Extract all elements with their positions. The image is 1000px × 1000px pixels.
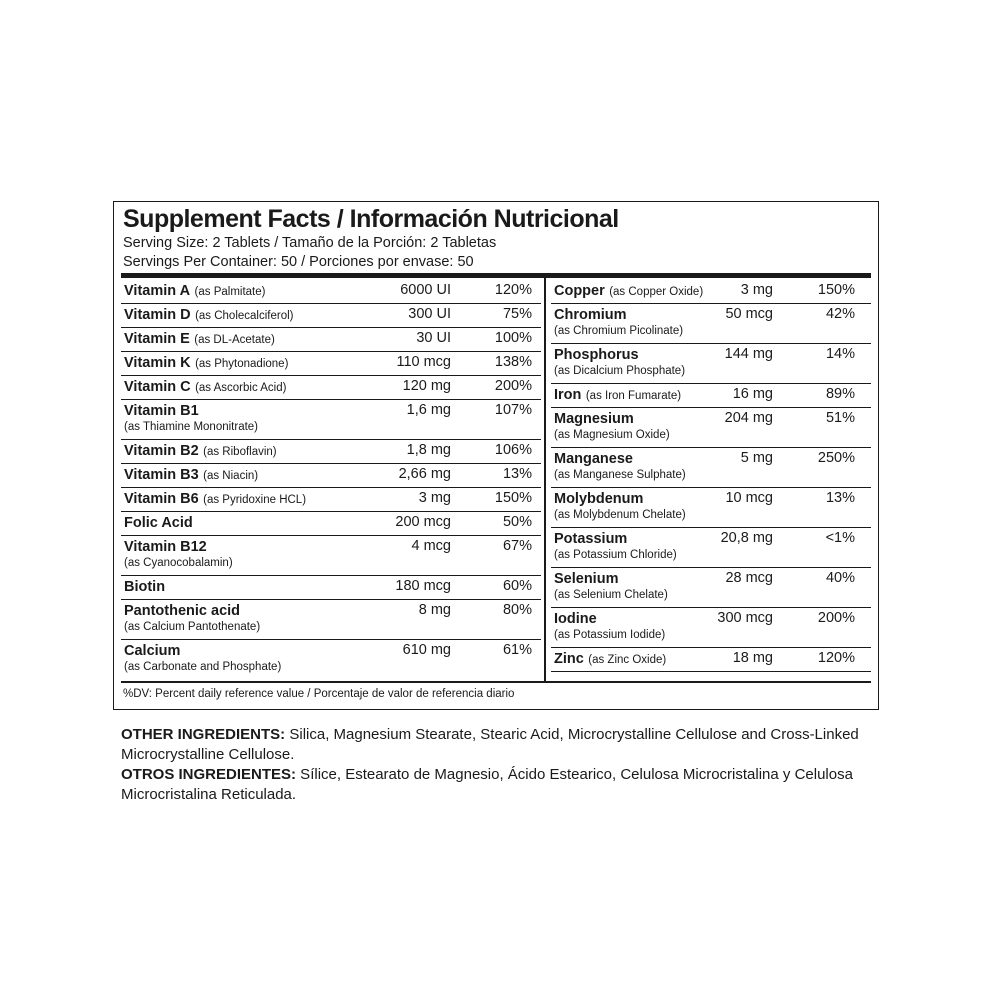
panel-title: Supplement Facts / Información Nutricional (123, 205, 619, 233)
nutrient-source: (as Copper Oxide) (609, 286, 704, 298)
nutrient-dv-percent: 40% (825, 570, 855, 586)
nutrient-label: Molybdenum (554, 491, 644, 507)
nutrient-label: Vitamin B2 (124, 443, 199, 459)
nutrient-name (554, 386, 681, 404)
nutrient-label: Vitamin B3 (124, 467, 199, 483)
nutrient-name (554, 346, 639, 364)
nutrient-label: Vitamin B1 (124, 403, 199, 419)
nutrient-label: Vitamin E (124, 331, 190, 347)
nutrient-amount: 50 mcg (725, 306, 773, 322)
mineral-row (551, 608, 871, 648)
nutrient-name (124, 602, 240, 620)
nutrient-source: (as Magnesium Oxide) (554, 429, 670, 441)
column-divider (544, 278, 546, 681)
nutrient-name (554, 650, 666, 668)
nutrient-label: Phosphorus (554, 347, 639, 363)
other-ingredients-es (121, 765, 881, 805)
nutrient-dv-percent: 107% (494, 402, 532, 418)
nutrient-source: (as Carbonate and Phosphate) (124, 661, 282, 673)
other-ingredients-en (121, 725, 881, 765)
nutrient-amount: 300 mcg (717, 610, 773, 626)
nutrient-dv-percent: 138% (494, 354, 532, 370)
nutrient-dv-percent: 150% (494, 490, 532, 506)
nutrient-amount: 18 mg (732, 650, 773, 666)
nutrient-label: Folic Acid (124, 515, 193, 531)
nutrient-name (124, 538, 207, 556)
mineral-row (551, 344, 871, 384)
nutrient-dv-percent: 100% (494, 330, 532, 346)
nutrient-label: Vitamin B6 (124, 491, 199, 507)
supplement-facts-panel (113, 201, 879, 710)
nutrient-dv-percent: 200% (817, 610, 855, 626)
nutrient-name (554, 490, 643, 508)
nutrient-dv-percent: 80% (502, 602, 532, 618)
nutrient-label: Potassium (554, 531, 628, 547)
nutrient-row (121, 512, 541, 536)
nutrient-source: (as Iron Fumarate) (585, 390, 682, 402)
nutrient-name (124, 642, 180, 660)
nutrient-amount: 3 mg (740, 282, 773, 298)
nutrient-name (554, 610, 597, 628)
mineral-row (551, 448, 871, 488)
nutrient-amount: 28 mcg (725, 570, 773, 586)
nutrient-source: (as Selenium Chelate) (554, 589, 668, 601)
nutrient-amount: 1,8 mg (406, 442, 451, 458)
nutrient-label: Calcium (124, 643, 181, 659)
nutrient-source: (as Calcium Pantothenate) (124, 621, 261, 633)
nutrient-label: Iron (554, 387, 582, 403)
other-ingredients-text-en: Silica, Magnesium Stearate, Stearic Acid, Microcrystalline Cellulose and Cross-Linked Microcrystalline Cellulose. (121, 726, 859, 763)
nutrient-label: Vitamin A (124, 283, 191, 299)
nutrient-dv-percent: 67% (502, 538, 532, 554)
nutrient-label: Manganese (554, 451, 633, 467)
nutrient-name (554, 570, 618, 588)
nutrient-source: (as Thiamine Mononitrate) (124, 421, 259, 433)
mineral-row (551, 304, 871, 344)
nutrient-label: Magnesium (554, 411, 634, 427)
nutrient-name (554, 410, 634, 428)
nutrient-label: Selenium (554, 571, 619, 587)
nutrient-label: Biotin (124, 579, 166, 595)
nutrient-row (121, 488, 541, 512)
nutrient-row (121, 376, 541, 400)
nutrient-label: Vitamin B12 (124, 539, 207, 555)
nutrient-source: (as Ascorbic Acid) (195, 382, 287, 394)
mineral-row (551, 488, 871, 528)
nutrient-row (121, 304, 541, 328)
nutrient-name (554, 450, 633, 468)
nutrient-source: (as Palmitate) (194, 286, 266, 298)
other-ingredients-label-es: OTROS INGREDIENTES: (121, 766, 297, 783)
nutrient-label: Pantothenic acid (124, 603, 241, 619)
nutrient-name (124, 578, 165, 596)
nutrient-row (121, 280, 541, 304)
mineral-row (551, 528, 871, 568)
nutrient-amount: 1,6 mg (406, 402, 451, 418)
nutrient-name (124, 490, 306, 508)
nutrient-label: Vitamin D (124, 307, 191, 323)
nutrient-amount: 16 mg (732, 386, 773, 402)
nutrient-label: Vitamin K (124, 355, 191, 371)
serving-size: Serving Size: 2 Tablets / Tamaño de la Porción: 2 Tabletas (123, 235, 497, 251)
nutrient-label: Copper (554, 283, 605, 299)
nutrient-dv-percent: 120% (494, 282, 532, 298)
nutrient-source: (as Pyridoxine HCL) (203, 494, 307, 506)
nutrient-amount: 2,66 mg (398, 466, 451, 482)
nutrient-source: (as Phytonadione) (195, 358, 289, 370)
nutrient-dv-percent: 42% (825, 306, 855, 322)
other-ingredients-text-es: Sílice, Estearato de Magnesio, Ácido Estearico, Celulosa Microcristalina y Celulosa Microcristalina Reticulada. (121, 766, 853, 803)
nutrient-name (554, 530, 627, 548)
nutrient-amount: 3 mg (418, 490, 451, 506)
nutrient-row (121, 328, 541, 352)
nutrient-dv-percent: 51% (825, 410, 855, 426)
nutrient-amount: 10 mcg (725, 490, 773, 506)
nutrient-amount: 120 mg (402, 378, 451, 394)
other-ingredients-label-en: OTHER INGREDIENTS: (121, 726, 286, 743)
nutrient-row (121, 400, 541, 440)
nutrient-row (121, 536, 541, 576)
nutrient-name (124, 330, 275, 348)
mineral-row (551, 648, 871, 672)
nutrient-source: (as Potassium Iodide) (554, 629, 666, 641)
nutrient-name (124, 402, 199, 420)
nutrient-dv-percent: 60% (502, 578, 532, 594)
nutrient-dv-percent: 250% (817, 450, 855, 466)
nutrient-dv-percent: 120% (817, 650, 855, 666)
nutrient-amount: 6000 UI (400, 282, 451, 298)
mineral-row (551, 280, 871, 304)
header-divider (121, 273, 871, 278)
nutrient-row (121, 440, 541, 464)
nutrient-source: (as Chromium Picolinate) (554, 325, 684, 337)
nutrient-dv-percent: 89% (825, 386, 855, 402)
nutrient-amount: 110 mcg (396, 354, 451, 370)
nutrient-name (554, 282, 703, 300)
nutrient-label: Zinc (554, 651, 584, 667)
mineral-row (551, 568, 871, 608)
nutrient-row (121, 640, 541, 680)
mineral-row (551, 408, 871, 448)
nutrient-row (121, 352, 541, 376)
footer-divider (121, 681, 871, 683)
nutrient-row (121, 576, 541, 600)
nutrient-amount: 8 mg (418, 602, 451, 618)
nutrient-source: (as Dicalcium Phosphate) (554, 365, 686, 377)
nutrient-source: (as Zinc Oxide) (588, 654, 667, 666)
nutrient-dv-percent: 14% (825, 346, 855, 362)
nutrient-source: (as Riboflavin) (203, 446, 277, 458)
nutrient-source: (as Cyanocobalamin) (124, 557, 233, 569)
nutrient-dv-percent: 13% (502, 466, 532, 482)
nutrient-source: (as Potassium Chloride) (554, 549, 677, 561)
nutrient-name (124, 306, 294, 324)
nutrient-dv-percent: 50% (502, 514, 532, 530)
nutrient-name (124, 442, 277, 460)
nutrient-amount: 4 mcg (411, 538, 451, 554)
nutrient-dv-percent: 106% (494, 442, 532, 458)
nutrient-amount: 5 mg (740, 450, 773, 466)
mineral-row (551, 384, 871, 408)
nutrient-source: (as Niacin) (203, 470, 259, 482)
servings-per-container: Servings Per Container: 50 / Porciones por envase: 50 (123, 254, 474, 270)
nutrient-dv-percent: 61% (502, 642, 532, 658)
nutrient-dv-percent: 150% (817, 282, 855, 298)
nutrient-source: (as Cholecalciferol) (195, 310, 294, 322)
nutrient-source: (as Manganese Sulphate) (554, 469, 686, 481)
nutrient-dv-percent: 75% (502, 306, 532, 322)
nutrient-name (124, 354, 288, 372)
nutrient-amount: 200 mcg (395, 514, 451, 530)
nutrient-amount: 204 mg (724, 410, 773, 426)
nutrient-amount: 20,8 mg (720, 530, 773, 546)
nutrient-amount: 300 UI (408, 306, 451, 322)
nutrient-amount: 30 UI (416, 330, 451, 346)
nutrient-label: Vitamin C (124, 379, 191, 395)
nutrient-name (124, 282, 265, 300)
nutrient-dv-percent: 200% (494, 378, 532, 394)
dv-footnote: %DV: Percent daily reference value / Porcentaje de valor de referencia diario (123, 688, 515, 700)
nutrient-name (554, 306, 627, 324)
nutrient-amount: 180 mcg (395, 578, 451, 594)
nutrient-name (124, 466, 258, 484)
other-ingredients (121, 725, 881, 805)
nutrient-amount: 610 mg (402, 642, 451, 658)
nutrient-dv-percent: 13% (825, 490, 855, 506)
nutrient-label: Chromium (554, 307, 627, 323)
nutrient-name (124, 378, 286, 396)
nutrient-source: (as DL-Acetate) (194, 334, 275, 346)
nutrient-source: (as Molybdenum Chelate) (554, 509, 686, 521)
nutrient-amount: 144 mg (724, 346, 773, 362)
nutrient-dv-percent: <1% (825, 530, 855, 546)
nutrient-label: Iodine (554, 611, 597, 627)
nutrient-row (121, 464, 541, 488)
nutrient-row (121, 600, 541, 640)
nutrient-name (124, 514, 193, 532)
